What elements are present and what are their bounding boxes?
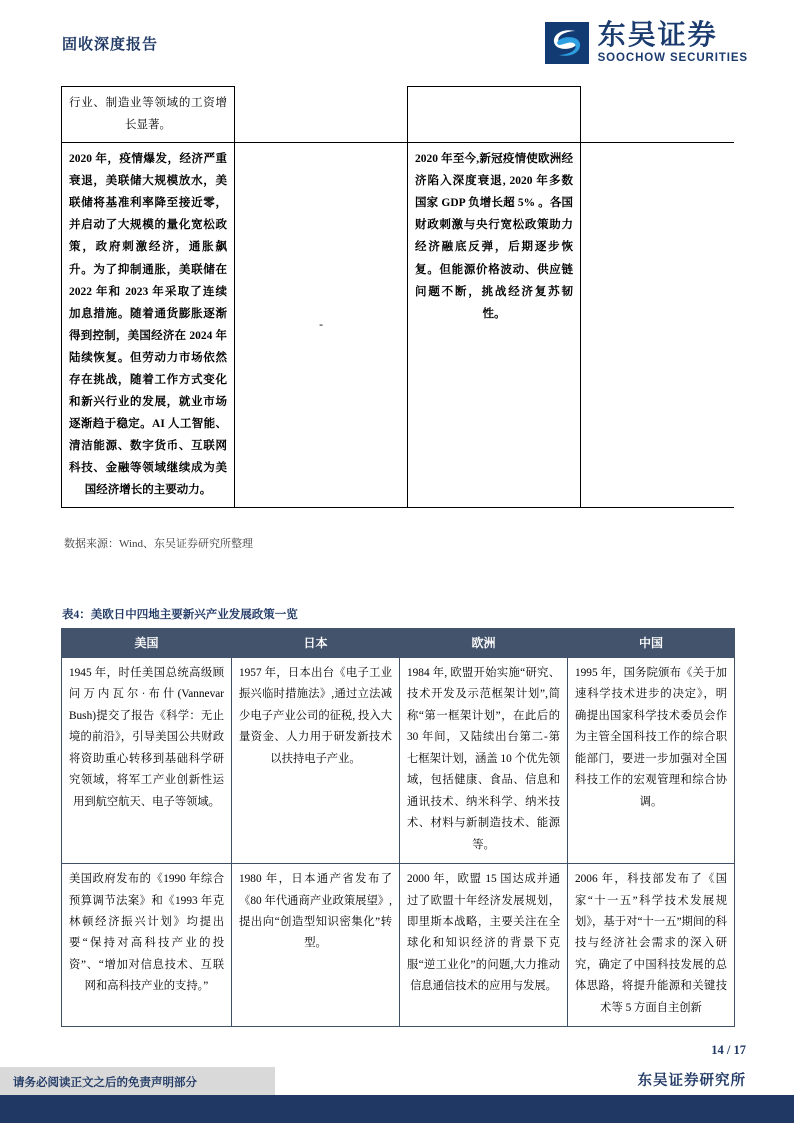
cell-europe-continued [408, 87, 581, 143]
table4-cell-japan-2: 1980 年，日本通产省发布了《80 年代通商产业政策展望》, 提出向“创造型知识密集化”转型。 [232, 864, 400, 1027]
table-row [62, 658, 735, 864]
table4-cell-japan-1: 1957 年，日本出台《电子工业振兴临时措施法》,通过立法减少电子产业公司的征税, 投入大量资金、人力用于研发新技术以扶持电子产业。 [232, 658, 400, 864]
footer-organization: 东吴证券研究所 [637, 1073, 746, 1089]
footer-band [0, 1095, 794, 1123]
cell-china-2020 [581, 143, 734, 508]
table4-header-row [62, 629, 735, 658]
data-source-note: 数据来源：Wind、东吴证券研究所整理 [64, 538, 253, 550]
table-row [62, 87, 734, 143]
table-row [62, 864, 735, 1027]
report-type-label: 固收深度报告 [62, 37, 159, 53]
brand-text [598, 22, 748, 65]
soochow-swirl-logo-icon [545, 22, 589, 64]
cell-japan-2020: - [235, 143, 408, 508]
table4-cell-europe-1: 1984 年, 欧盟开始实施“研究、技术开发及示范框架计划”,简称“第一框架计划”，在此后的 30 年间，又陆续出台第二-第七框架计划，涵盖 10 个优先领域，包括健康、食品、信息和通讯技术、纳米科学、纳米技术、材料与新制造技术、能源等。 [400, 658, 568, 864]
table4-header-japan: 日本 [232, 629, 400, 658]
cell-china-continued [581, 87, 734, 143]
table4-header-us: 美国 [62, 629, 232, 658]
continued-table [61, 86, 734, 508]
table4-caption: 表4：美欧日中四地主要新兴产业发展政策一览 [62, 609, 298, 621]
cell-japan-continued [235, 87, 408, 143]
brand-name-cn: 东吴证券 [597, 20, 718, 51]
cell-europe-2020: 2020 年至今,新冠疫情使欧洲经济陷入深度衰退, 2020 年多数国家 GDP 负增长超 5% 。各国财政刺激与央行宽松政策助力经济融底反弹，后期逐步恢复。但能源价格波动、供应链问题不断，挑战经济复苏韧性。 [408, 143, 581, 508]
page-number: 14 / 17 [711, 1043, 746, 1057]
table4-cell-europe-2: 2000 年，欧盟 15 国达成并通过了欧盟十年经济发展规划，即里斯本战略，主要关注在全球化和知识经济的背景下克服“逆工业化”的问题,大力推动信息通信技术的应用与发展。 [400, 864, 568, 1027]
cell-us-continued: 行业、制造业等领域的工资增长显著。 [62, 87, 235, 143]
brand-name-en: SOOCHOW SECURITIES [597, 52, 748, 64]
footer-disclaimer: 请务必阅读正文之后的免责声明部分 [0, 1067, 275, 1097]
table4-cell-us-2: 美国政府发布的《1990 年综合预算调节法案》和《1993 年克林顿经济振兴计划》均提出要“保持对高科技产业的投资”、“增加对信息技术、互联网和高科技产业的支持。” [62, 864, 232, 1027]
page-header [0, 0, 794, 80]
table4-header-china: 中国 [568, 629, 735, 658]
table4-emerging-industry-policies [61, 628, 735, 1027]
table4-cell-china-1: 1995 年，国务院颁布《关于加速科学技术进步的决定》，明确提出国家科学技术委员会作为主管全国科技工作的综合职能部门，要进一步加强对全国科技工作的宏观管理和综合协调。 [568, 658, 735, 864]
table4-cell-china-2: 2006 年，科技部发布了《国家“十一五”科学技术发展规划》，基于对“十一五”期间的科技与经济社会需求的深入研究，确定了中国科技发展的总体思路，将提升能源和关键技术等 5 方面自主创新 [568, 864, 735, 1027]
brand-block [545, 22, 748, 65]
table4-header-europe: 欧洲 [400, 629, 568, 658]
table-row [62, 143, 734, 508]
table4-cell-us-1: 1945 年，时任美国总统高级顾问万内瓦尔·布什(Vannevar Bush)提交了报告《科学：无止境的前沿》，引导美国公共财政将资助重心转移到基础科学研究领域，将军工产业创新性运用到航空航天、电子等领域。 [62, 658, 232, 864]
cell-us-2020: 2020 年，疫情爆发，经济严重衰退，美联储大规模放水，美联储将基准利率降至接近零，并启动了大规模的量化宽松政策，政府刺激经济，通胀飙升。为了抑制通胀，美联储在 2022 年和 2023 年采取了连续加息措施。随着通货膨胀逐渐得到控制，美国经济在 2024 年陆续恢复。但劳动力市场依然存在挑战，随着工作方式变化和新兴行业的发展，就业市场逐渐趋于稳定。AI 人工智能、清洁能源、数字货币、互联网科技、金融等领域继续成为美国经济增长的主要动力。 [62, 143, 235, 508]
